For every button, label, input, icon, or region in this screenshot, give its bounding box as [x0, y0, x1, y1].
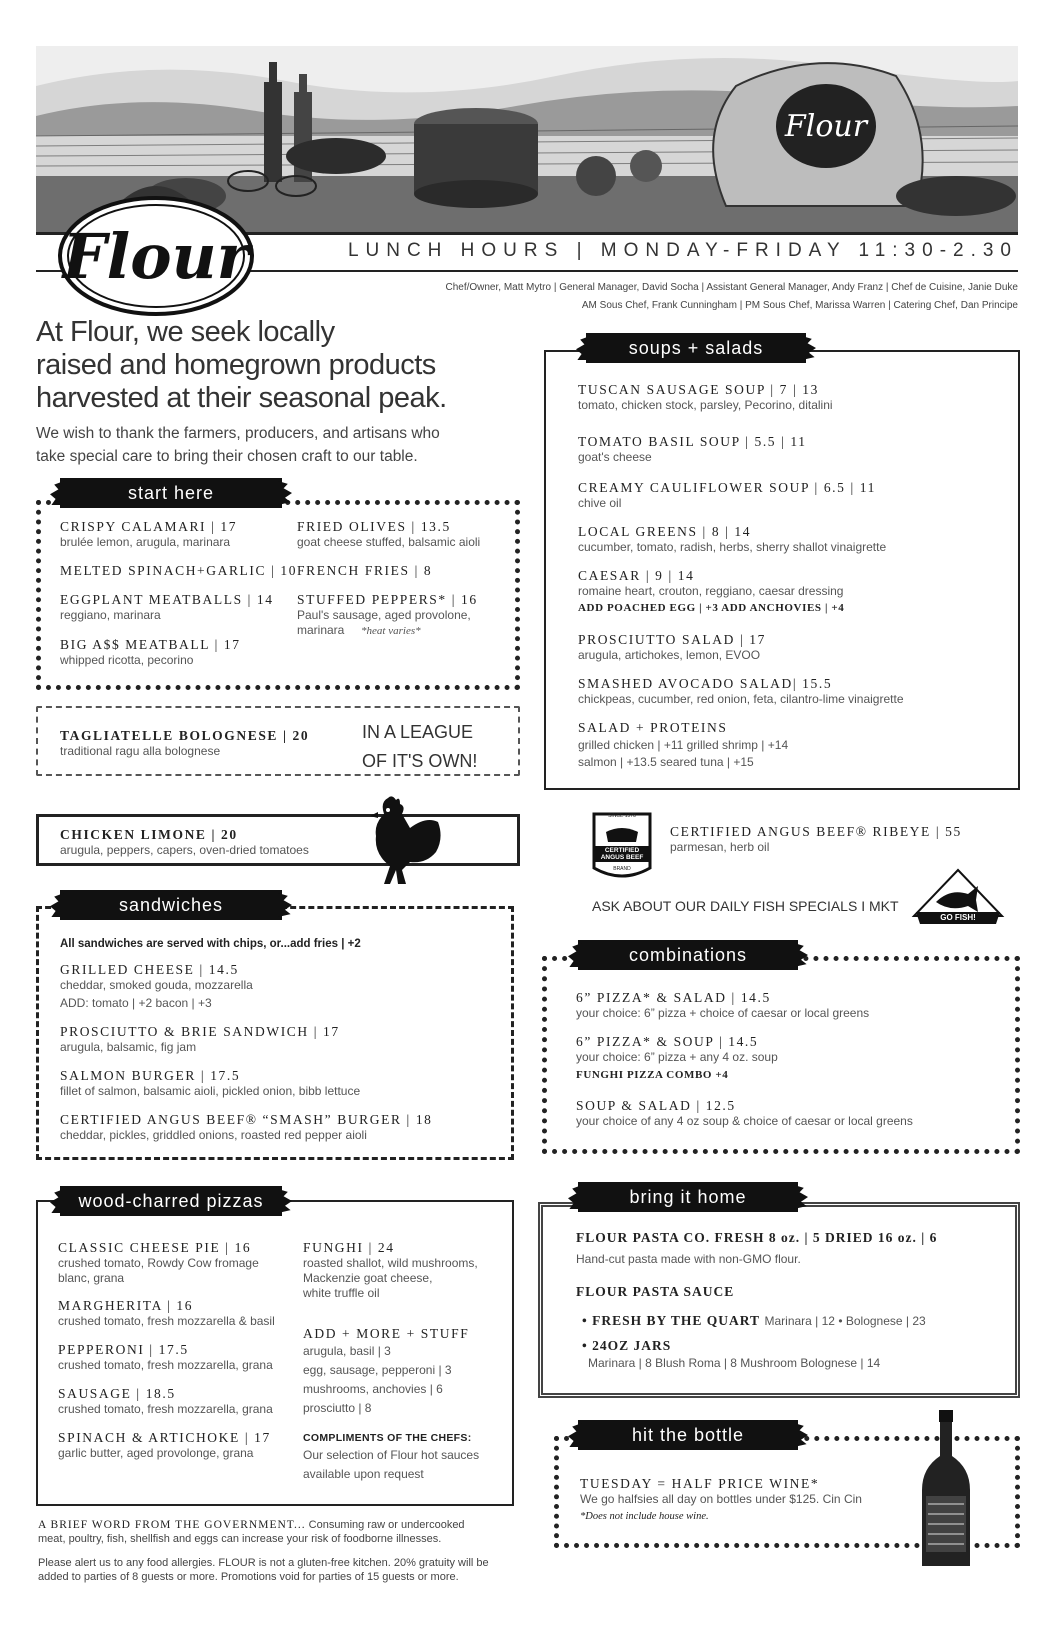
item-name: SMASHED AVOCADO SALAD| 15.5: [578, 676, 833, 691]
item-name: PEPPERONI | 17.5: [58, 1342, 189, 1357]
item-name: 6” PIZZA* & SOUP | 14.5: [576, 1034, 759, 1049]
pasta-sauce: FLOUR PASTA SAUCE: [576, 1284, 735, 1299]
item-desc: garlic butter, aged provolonge, grana: [58, 1446, 254, 1460]
flour-logo: [58, 196, 254, 316]
item-name: CHICKEN LIMONE | 20: [60, 827, 238, 842]
item-desc: cheddar, pickles, griddled onions, roasted red pepper aioli: [60, 1128, 367, 1142]
item-name: SALMON BURGER | 17.5: [60, 1068, 241, 1083]
item-name: EGGPLANT MEATBALLS | 14: [60, 592, 274, 607]
item-desc: traditional ragu alla bolognese: [60, 744, 221, 758]
compliments-title: COMPLIMENTS OF THE CHEFS:: [303, 1432, 472, 1444]
jars-label: • 24OZ JARS: [582, 1338, 672, 1353]
section-title-bottle: hit the bottle: [578, 1420, 798, 1450]
intro-line: raised and homegrown products: [36, 349, 436, 381]
item-desc: brulée lemon, arugula, marinara: [60, 535, 231, 549]
gov-title: A BRIEF WORD FROM THE GOVERNMENT...: [38, 1519, 306, 1531]
item-name: FRIED OLIVES | 13.5: [297, 519, 451, 534]
quart-label: • FRESH BY THE QUART: [582, 1313, 761, 1328]
menu-item: [58, 1298, 275, 1329]
menu-item: [578, 480, 876, 511]
sandwich-note: All sandwiches are served with chips, or...add fries | +2: [60, 938, 361, 950]
fish-specials: ASK ABOUT OUR DAILY FISH SPECIALS I MKT: [592, 898, 899, 914]
item-desc: white truffle oil: [303, 1286, 380, 1300]
sack-logo-text: Flour: [784, 109, 868, 144]
compliments: [303, 1432, 479, 1484]
menu-item: [578, 382, 833, 413]
item-name: SPINACH & ARTICHOKE | 17: [58, 1430, 271, 1445]
item-desc: crushed tomato, fresh mozzarella & basil: [58, 1314, 275, 1328]
bottle-note: *Does not include house wine.: [580, 1511, 709, 1522]
tagline-line: IN A LEAGUE: [362, 722, 474, 742]
item-desc: arugula, artichokes, lemon, EVOO: [578, 648, 761, 662]
item-name: GRILLED CHEESE | 14.5: [60, 962, 239, 977]
item-desc: parmesan, herb oil: [670, 840, 770, 854]
league-tagline: [362, 718, 477, 776]
menu-item: [58, 1240, 259, 1286]
heat-note: *heat varies*: [361, 625, 421, 637]
go-fish-text: GO FISH!: [940, 913, 976, 922]
item-desc: tomato, chicken stock, parsley, Pecorino, ditalini: [578, 398, 833, 412]
item-name: 6” PIZZA* & SALAD | 14.5: [576, 990, 771, 1005]
menu-item: [578, 568, 844, 614]
badge-top-text: SINCE 1978: [608, 813, 636, 819]
badge-bottom-text: BRAND: [613, 866, 631, 872]
item-name: CAESAR | 9 | 14: [578, 568, 695, 583]
menu-item: [297, 519, 480, 550]
gov-text: Consuming raw or undercooked: [305, 1519, 465, 1531]
item-name: MELTED SPINACH+GARLIC | 10: [60, 563, 298, 578]
menu-item: [58, 1386, 273, 1417]
section-title-soups-salads: soups + salads: [586, 333, 806, 363]
item-name: CLASSIC CHEESE PIE | 16: [58, 1240, 252, 1255]
item-name: BIG A$$ MEATBALL | 17: [60, 637, 241, 652]
item-desc: fillet of salmon, balsamic aioli, pickled onion, bibb lettuce: [60, 1084, 361, 1098]
menu-item: [576, 1034, 778, 1081]
item-desc: arugula, peppers, capers, oven-dried tomatoes: [60, 843, 309, 857]
item-name: FRENCH FRIES | 8: [297, 563, 433, 578]
addon-line: arugula, basil | 3: [303, 1344, 391, 1358]
compliments-desc: available upon request: [303, 1467, 424, 1481]
item-desc: whipped ricotta, pecorino: [60, 653, 194, 667]
intro-line: harvested at their seasonal peak.: [36, 382, 447, 414]
menu-item: [578, 720, 788, 770]
quart-items: Marinara | 12 • Bolognese | 23: [764, 1314, 926, 1328]
item-name: TAGLIATELLE BOLOGNESE | 20: [60, 728, 310, 743]
item-name: CERTIFIED ANGUS BEEF® “SMASH” BURGER | 18: [60, 1112, 433, 1127]
item-name: TUESDAY = HALF PRICE WINE*: [580, 1476, 820, 1491]
item-name: ADD + MORE + STUFF: [303, 1326, 470, 1341]
menu-item: [578, 434, 807, 465]
item-name: PROSCIUTTO SALAD | 17: [578, 632, 766, 647]
intro-headline: [36, 316, 506, 415]
section-title-combinations: combinations: [578, 940, 798, 970]
item-desc: grilled chicken | +11 grilled shrimp | +14: [578, 738, 789, 752]
item-desc: romaine heart, crouton, reggiano, caesar dressing: [578, 584, 844, 598]
pasta-co: FLOUR PASTA CO. FRESH 8 oz. | 5 DRIED 16 oz. | 6: [576, 1230, 938, 1245]
item-desc: arugula, balsamic, fig jam: [60, 1040, 197, 1054]
intro-sub-line: take special care to bring their chosen craft to our table.: [36, 448, 418, 465]
menu-item: [58, 1342, 273, 1373]
add-ons: ADD: tomato | +2 bacon | +3: [60, 996, 212, 1010]
menu-item: [60, 962, 253, 1011]
menu-item: [576, 1098, 913, 1129]
menu-item: [580, 1476, 862, 1522]
menu-item: [578, 632, 766, 663]
item-name: SALAD + PROTEINS: [578, 720, 728, 735]
angus-badge-icon: [588, 810, 656, 882]
menu-item: [297, 592, 478, 639]
go-fish-icon: [906, 862, 1010, 934]
menu-item: [303, 1240, 478, 1301]
menu-item: [60, 592, 274, 623]
compliments-desc: Our selection of Flour hot sauces: [303, 1448, 480, 1462]
menu-item: [576, 990, 869, 1021]
item-desc: blanc, grana: [58, 1271, 125, 1285]
addon-line: prosciutto | 8: [303, 1401, 372, 1415]
menu-item: [578, 676, 904, 707]
jars-items: Marinara | 8 Blush Roma | 8 Mushroom Bolognese | 14: [588, 1356, 881, 1370]
item-name: CREAMY CAULIFLOWER SOUP | 6.5 | 11: [578, 480, 876, 495]
item-desc: your choice: 6” pizza + choice of caesar or local greens: [576, 1006, 870, 1020]
item-desc: your choice: 6” pizza + any 4 oz. soup: [576, 1050, 778, 1064]
item-desc: salmon | +13.5 seared tuna | +15: [578, 755, 754, 769]
addons: [303, 1326, 469, 1418]
menu-item: [60, 1024, 340, 1055]
item-desc: marinara: [297, 623, 345, 637]
item-desc: crushed tomato, fresh mozzarella, grana: [58, 1402, 273, 1416]
staff-line-2: AM Sous Chef, Frank Cunningham | PM Sous Chef, Marissa Warren | Catering Chef, Dan Principe: [581, 300, 1018, 311]
rooster-icon: [366, 792, 446, 888]
item-desc: goat cheese stuffed, balsamic aioli: [297, 535, 481, 549]
item-desc: We go halfsies all day on bottles under $125. Cin Cin: [580, 1492, 862, 1506]
menu-item: [58, 1430, 271, 1461]
addon-line: egg, sausage, pepperoni | 3: [303, 1363, 452, 1377]
item-desc: Paul's sausage, aged provolone,: [297, 608, 471, 622]
staff-line-1: Chef/Owner, Matt Mytro | General Manager, David Socha | Assistant General Manager, Andy Franz | Chef de Cuisine, Janie Duke: [445, 282, 1018, 293]
item-desc: reggiano, marinara: [60, 608, 161, 622]
menu-item: [60, 1112, 433, 1143]
section-title-start-here: start here: [60, 478, 282, 508]
addon-line: mushrooms, anchovies | 6: [303, 1382, 443, 1396]
add-ons: FUNGHI PIZZA COMBO +4: [576, 1069, 729, 1081]
item-name: CRISPY CALAMARI | 17: [60, 519, 238, 534]
item-name: SOUP & SALAD | 12.5: [576, 1098, 736, 1113]
item-desc: chive oil: [578, 496, 622, 510]
item-desc: chickpeas, cucumber, red onion, feta, cilantro-lime vinaigrette: [578, 692, 904, 706]
menu-item: [60, 1068, 360, 1099]
section-title-bring-home: bring it home: [578, 1182, 798, 1212]
item-name: MARGHERITA | 16: [58, 1298, 194, 1313]
menu-item: [60, 728, 309, 759]
menu-item: [60, 827, 309, 858]
item-name: STUFFED PEPPERS* | 16: [297, 592, 478, 607]
menu-item: [670, 824, 962, 855]
item-name: SAUSAGE | 18.5: [58, 1386, 176, 1401]
menu-item: [297, 563, 432, 579]
menu-item: [578, 524, 886, 555]
allergy-notice: [38, 1556, 538, 1584]
item-desc: cheddar, smoked gouda, mozzarella: [60, 978, 253, 992]
item-desc: crushed tomato, Rowdy Cow fromage: [58, 1256, 259, 1270]
item-name: TOMATO BASIL SOUP | 5.5 | 11: [578, 434, 807, 449]
logo-text: Flour: [62, 220, 250, 293]
section-title-sandwiches: sandwiches: [60, 890, 282, 920]
government-warning: [38, 1518, 528, 1546]
item-desc: cucumber, tomato, radish, herbs, sherry shallot vinaigrette: [578, 540, 887, 554]
menu-item: [60, 637, 241, 668]
item-name: FUNGHI | 24: [303, 1240, 395, 1255]
lunch-hours: LUNCH HOURS | MONDAY-FRIDAY 11:30-2.30: [347, 240, 1018, 261]
add-ons: ADD POACHED EGG | +3 ADD ANCHOVIES | +4: [578, 602, 845, 614]
allergy-text: Please alert us to any food allergies. FLOUR is not a gluten-free kitchen. 20% gratuity will be: [38, 1557, 489, 1569]
item-desc: Mackenzie goat cheese,: [303, 1271, 433, 1285]
tagline-line: OF IT'S OWN!: [362, 751, 478, 771]
item-desc: crushed tomato, fresh mozzarella, grana: [58, 1358, 273, 1372]
pasta-desc: Hand-cut pasta made with non-GMO flour.: [576, 1252, 801, 1266]
item-name: LOCAL GREENS | 8 | 14: [578, 524, 752, 539]
item-name: TUSCAN SAUSAGE SOUP | 7 | 13: [578, 382, 819, 397]
item-name: PROSCIUTTO & BRIE SANDWICH | 17: [60, 1024, 340, 1039]
item-desc: goat's cheese: [578, 450, 652, 464]
section-title-pizzas: wood-charred pizzas: [60, 1186, 282, 1216]
item-desc: your choice of any 4 oz soup & choice of caesar or local greens: [576, 1114, 913, 1128]
quart-line: [582, 1312, 926, 1330]
menu-item: [60, 519, 237, 550]
item-name: CERTIFIED ANGUS BEEF® RIBEYE | 55: [670, 824, 962, 839]
intro-subtext: [36, 422, 506, 468]
intro-sub-line: We wish to thank the farmers, producers, and artisans who: [36, 425, 440, 442]
gov-text: meat, poultry, fish, shellfish and eggs can increase your risk of foodborne illnesses.: [38, 1533, 442, 1545]
wine-bottle-icon: [916, 1410, 976, 1570]
allergy-text: added to parties of 8 guests or more. Promotions void for parties of 15 guests or more.: [38, 1571, 459, 1583]
menu-item: [60, 563, 297, 579]
badge-text: CERTIFIED ANGUS BEEF: [600, 847, 644, 861]
intro-line: At Flour, we seek locally: [36, 316, 335, 348]
item-desc: roasted shallot, wild mushrooms,: [303, 1256, 478, 1270]
